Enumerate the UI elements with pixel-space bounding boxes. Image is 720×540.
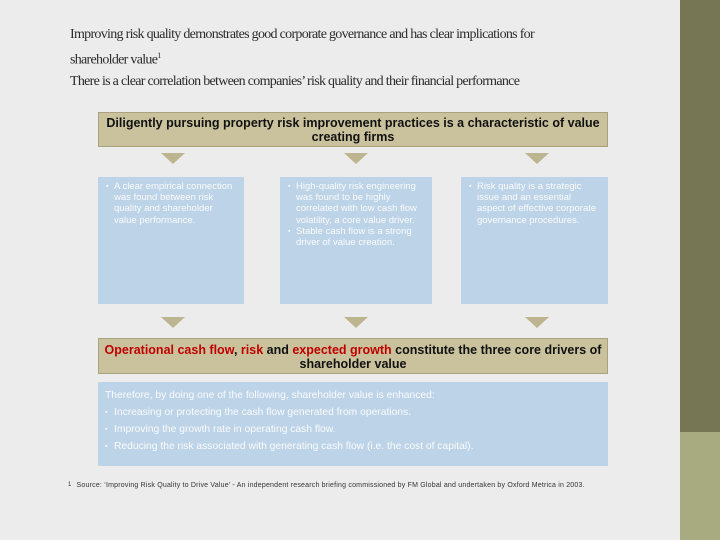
- finding-bullet: ▪ A clear empirical connection was found between risk quality and shareholder value performance.: [107, 181, 236, 226]
- sidebar-dark-band: [680, 0, 720, 432]
- banner-separator: ,: [233, 343, 241, 357]
- heading-line-1: Improving risk quality demonstrates good corporate governance and has clear implications for: [70, 27, 534, 42]
- heading-line-2-text: shareholder value: [70, 52, 158, 68]
- finding-box-3: [461, 177, 608, 304]
- conclusion-item: ▪ Improving the growth rate in operating cash flow.: [104, 421, 602, 438]
- footnote-mark: 1: [68, 482, 72, 488]
- finding-bullet: ▪ High-quality risk engineering was found to be highly correlated with low cash flow volatility, a core value driver.: [289, 181, 424, 226]
- driver-risk: risk: [240, 343, 264, 357]
- heading-line-2: [70, 45, 670, 71]
- conclusion-item: ▪ Reducing the risk associated with generating cash flow (i.e. the cost of capital).: [104, 438, 602, 455]
- footnote-ref: 1: [157, 51, 161, 60]
- banner-separator: and: [263, 343, 293, 357]
- finding-box-1: [98, 177, 244, 304]
- core-drivers-banner: [98, 338, 608, 374]
- top-banner: Diligently pursuing property risk improvement practices is a characteristic of value creating firms: [98, 112, 608, 147]
- source-footnote: [68, 482, 708, 489]
- slide-heading: [70, 24, 670, 92]
- down-arrow-center-upper: [344, 153, 368, 164]
- finding-bullet: ▪ Stable cash flow is a strong driver of value creation.: [289, 226, 424, 248]
- driver-growth: expected growth: [292, 343, 392, 357]
- footnote-text: Source: ‘Improving Risk Quality to Drive Value’ - An independent research briefing commissioned by FM Global and undertaken by Oxford Metrica in 2003.: [76, 482, 585, 489]
- down-arrow-left-lower: [161, 317, 185, 328]
- down-arrow-left-upper: [161, 153, 185, 164]
- heading-line-3: There is a clear correlation between companies’ risk quality and their financial performance: [70, 73, 520, 89]
- conclusion-lead: Therefore, by doing one of the following, shareholder value is enhanced:: [105, 390, 435, 401]
- down-arrow-right-lower: [525, 317, 549, 328]
- driver-cash-flow: Operational cash flow: [104, 343, 234, 357]
- down-arrow-center-lower: [344, 317, 368, 328]
- down-arrow-right-upper: [525, 153, 549, 164]
- finding-box-2: [280, 177, 432, 304]
- banner-rest: constitute the three core drivers of shareholder value: [299, 343, 602, 371]
- conclusion-box: [98, 382, 608, 466]
- finding-bullet: ▪ Risk quality is a strategic issue and an essential aspect of effective corporate governance procedures.: [470, 181, 600, 226]
- conclusion-item: ▪ Increasing or protecting the cash flow generated from operations.: [104, 404, 602, 421]
